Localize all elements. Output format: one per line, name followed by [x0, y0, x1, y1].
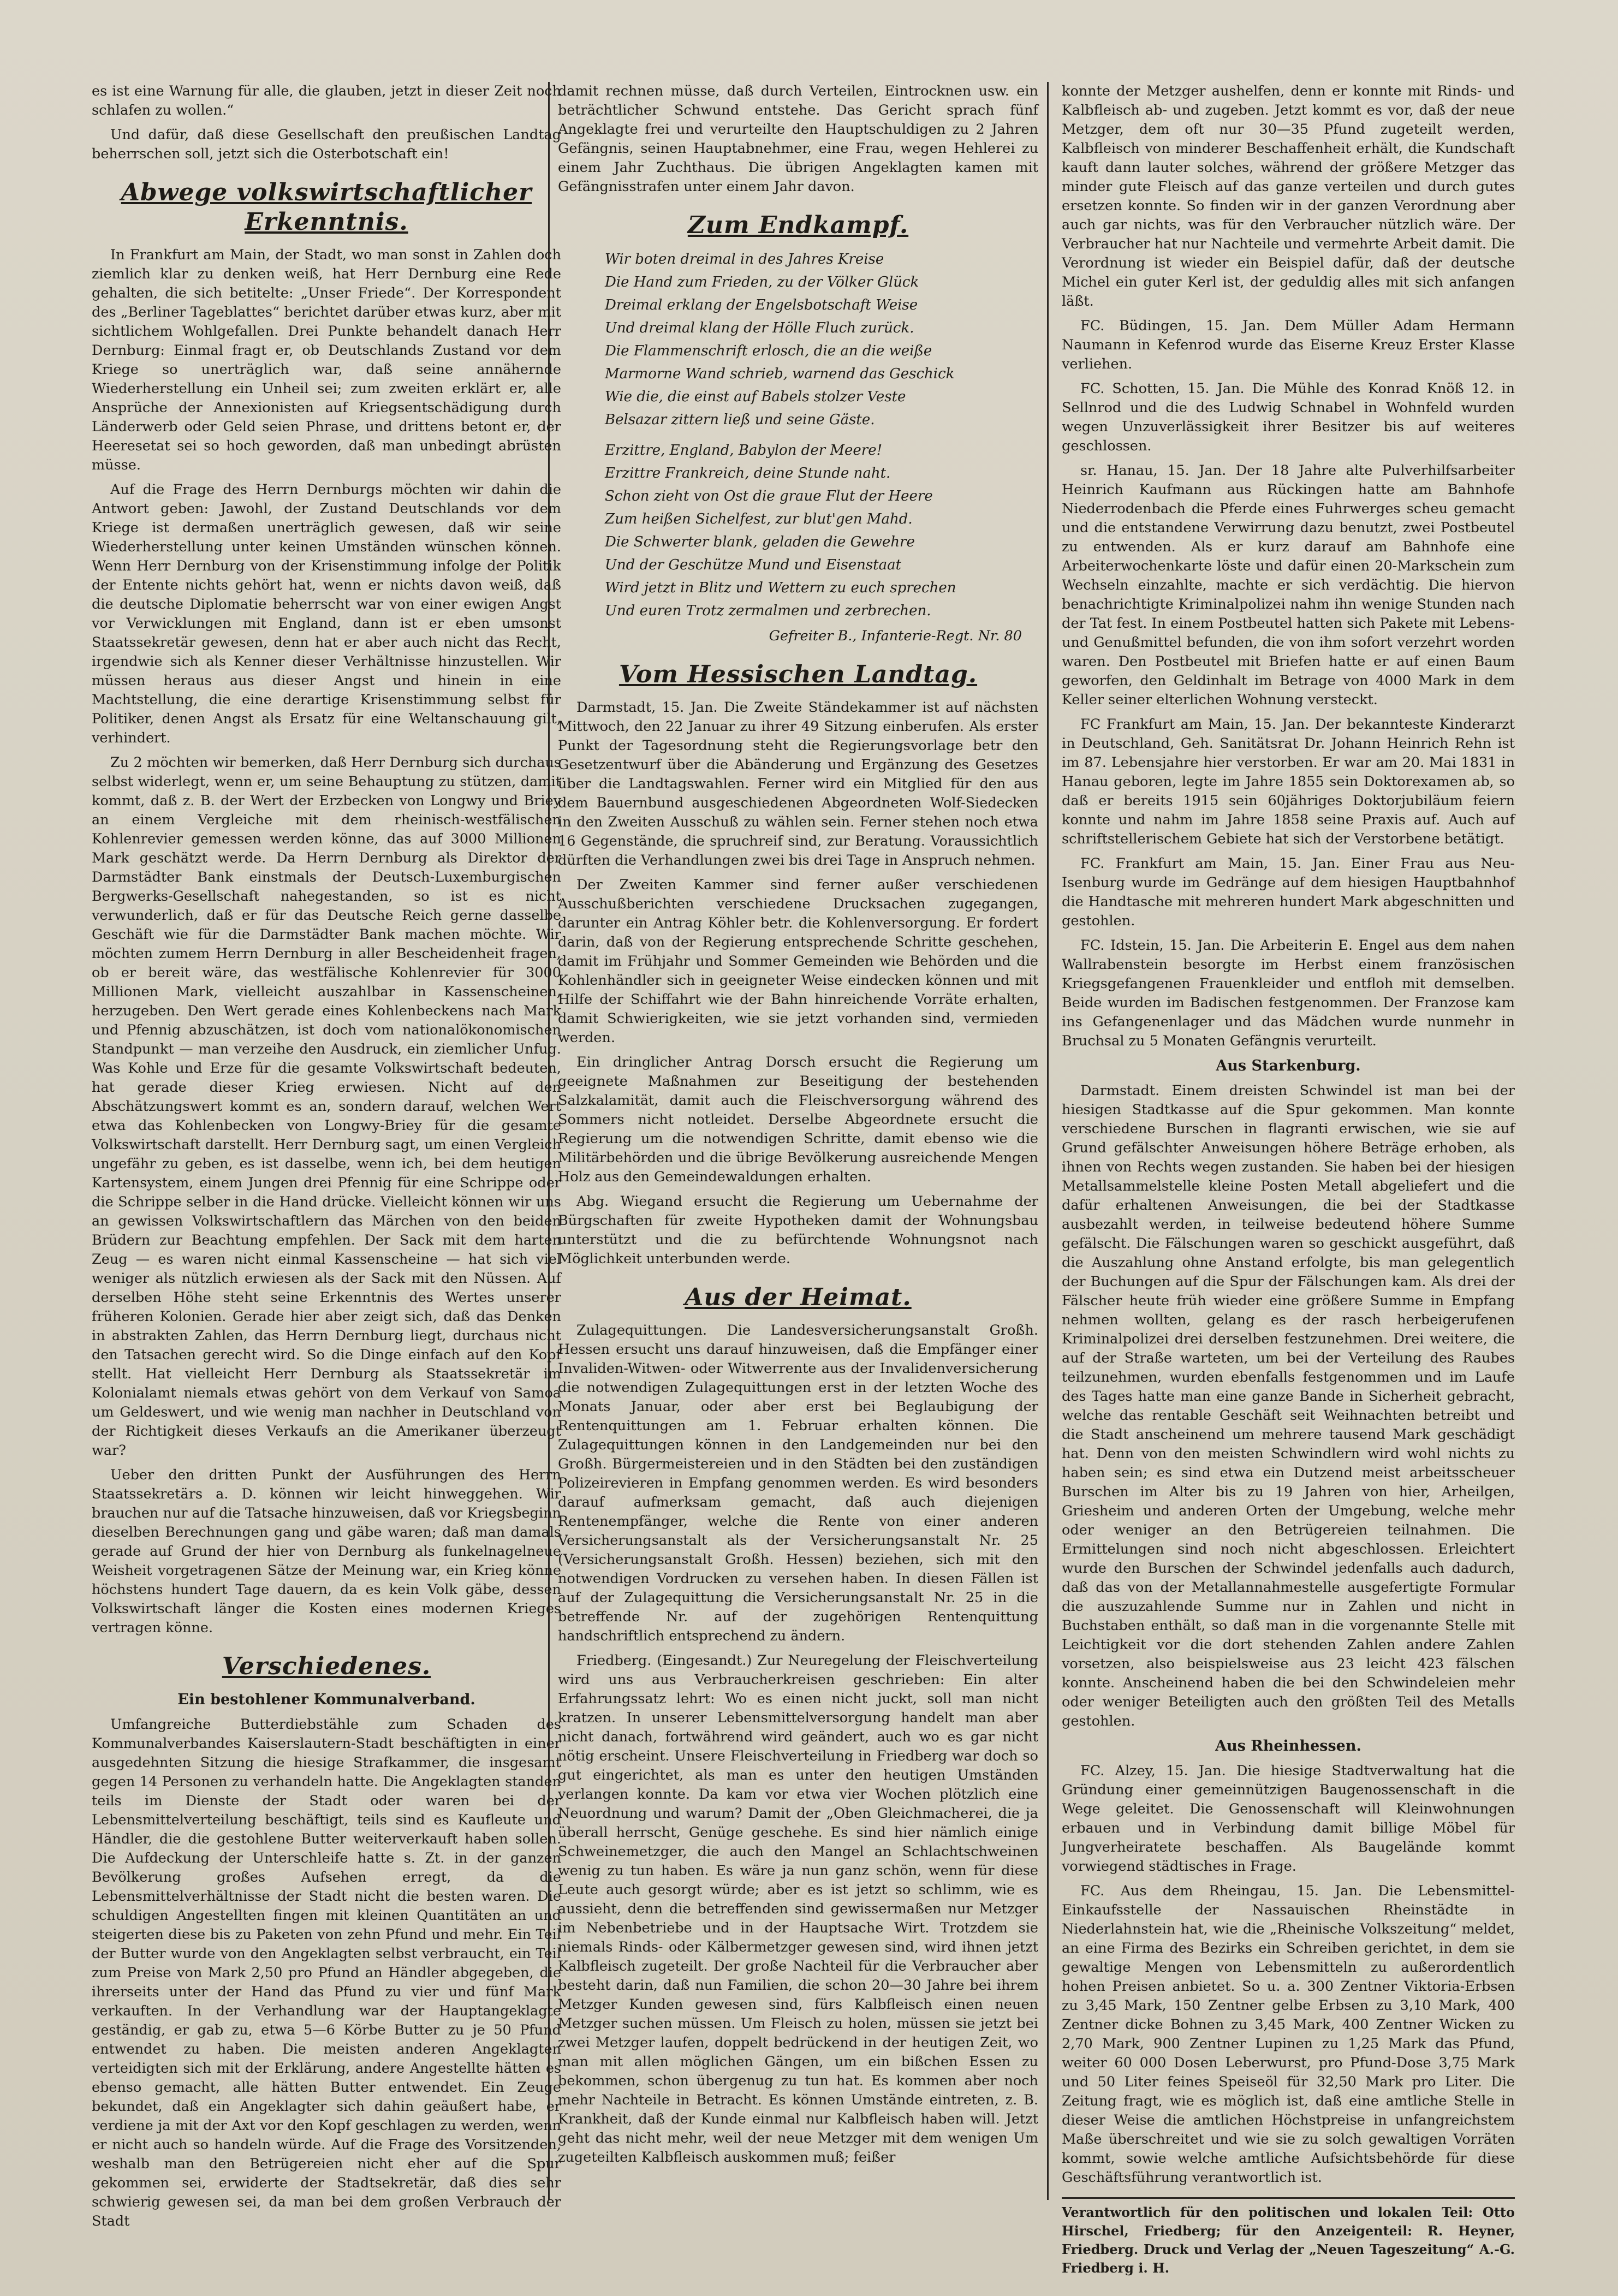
intro-paragraph-2: Und dafür, daß diese Gesellschaft den preußischen Landtag beherrschen soll, jetzt sich die Osterbotschaft ein! [92, 127, 561, 162]
poem-line: Erzittre Frankreich, deine Stunde naht. [605, 465, 891, 481]
column-1 [92, 82, 561, 2244]
news-item: FC. Schotten, 15. Jan. Die Mühle des Konrad Knöß 12. in Sellnrod und die des Ludwig Schnabel in Wohnfeld wurden wegen Unzuverlässigkeit ihrer Besitzer bis auf weiteres geschlossen. [1062, 380, 1515, 454]
article-paragraph: Zu 2 möchten wir bemerken, daß Herr Dernburg sich durchaus selbst widerlegt, wenn er, um seine Behauptung zu stützen, damit kommt, daß z. B. der Wert der Erzbecken von Longwy und Briey an einem Vergleiche mit dem rheinisch-westfälischen Kohlenrevier gemessen werden könne, das auf 3000 Millionen Mark geschätzt werde. Da Herrn Dernburg als Direktor der Darmstädter Bank einstmals der Deutsch-Luxemburgischen Bergwerks-Gesellschaft nahegestanden, so ist es nicht verwunderlich, daß er für das Deutsche Reich gerne dasselbe Geschäft wie für die Darmstädter Bank machen möchte. Wir möchten zumem Herrn Dernburg in aller Bescheidenheit fragen, ob er bereit wäre, das westfälische Kohlenrevier für 3000 Millionen Mark, vielleicht auszahlbar in Kassenscheinen, herzugeben. Den Wert gerade eines Kohlenbeckens nach Mark und Pfennig abzuschätzen, ist doch vom nationalökonomischen Standpunkt — man verzeihe den Ausdruck, ein ziemlicher Unfug. Was Kohle und Erze für die gesamte Volkswirtschaft bedeuten, hat gerade dieser Krieg erwiesen. Nicht auf den Abschätzungswert kommt es an, sondern darauf, welchen Wert etwa das Kohlenbecken von Longwy-Briey für die gesamte Volkswirtschaft darstellt. Herr Dernburg sagt, um einen Vergleich ungefähr zu geben, es ist dasselbe, wenn ich, bei dem heutigen Kartensystem, einem Jungen drei Pfennig für eine Schrippe oder die Schrippe selber in die Hand drücke. Vielleicht können wir uns an gewissen Volkswirtschaftlern das Märchen von den beiden Brüdern zur Beachtung empfehlen. Der Sack mit dem harten Zeug — es waren nicht einmal Kassenscheine — hat sich viel weniger als nützlich erwiesen als der Sack mit den Nüssen. Auf derselben Höhe steht seine Erkenntnis des Wertes unserer früheren Kolonien. Gerade hier aber zeigt sich, daß das Denken in abstrakten Zahlen, das Herrn Dernburg liegt, durchaus nicht den Tatsachen gerecht wird. So die Dinge einfach auf den Kopf stellt. Hat vielleicht Herr Dernburg als Staatssekretär im Kolonialamt niemals etwas gehört von dem Verkauf von Samoa um Geldeswert, und wie wenig man nachher in Deutschland von der Richtigkeit dieses Verkaufs an die Amerikaner überzeugt war? [92, 754, 561, 1459]
article-heading-abwege: Abwege volkswirtschaftlicher Erkenntnis. [121, 179, 532, 236]
article-paragraph: Friedberg. (Eingesandt.) Zur Neuregelung der Fleischverteilung wird uns aus Verbraucherkreisen geschrieben: Ein alter Erfahrungssatz lehrt: Wo es einen nicht juckt, soll man nicht kratzen. In unserer Lebensmittelversorgung handelt man aber nicht danach, fortwährend wird geändert, auch wo es gar nicht nötig erscheint. Unsere Fleischverteilung in Friedberg war doch so gut eingerichtet, als man es unter den heutigen Umständen verlangen konnte. Da kam vor etwa vier Wochen plötzlich eine Neuordnung und warum? Damit der „Oben Gleichmacherei, die ja überall herrscht, Genüge geschehe. Es sind hier nämlich einige Schweinemetzger, die auch den Mangel an Schlachtschweinen wenig zu tun haben. Es wäre ja nun ganz schön, wenn für diese Leute auch gesorgt würde; aber es ist jetzt so schlimm, wie es aussieht, denn die betreffenden sind gewissermaßen nur Metzger im Nebenbetriebe und in der Hauptsache Wirt. Trotzdem sie niemals Rinds- oder Kälbermetzger gewesen sind, wird ihnen jetzt Kalbfleisch zugeteilt. Der große Nachteil für die Verbraucher aber besteht darin, daß nun Familien, die schon 20—30 Jahre bei ihrem Metzger Kunden gewesen sind, fürs Kalbfleisch einen neuen Metzger suchen müssen. Um Fleisch zu holen, müssen sie jetzt bei zwei Metzger laufen, doppelt bedrückend in der heutigen Zeit, wo man mit allen möglichen Gängen, um ein bißchen Essen zu bekommen, schon übergenug zu tun hat. Es kommen aber noch mehr Nachteile in Betracht. Es können Umstände eintreten, z. B. Krankheit, daß der Kunde einmal nur Kalbfleisch haben will. Jetzt geht das nicht mehr, weil der neue Metzger mit dem wenigen Um zugeteilten Kalbfleisch auskommen muß; feißer [558, 1652, 1038, 2166]
poem-stanza-1 [558, 249, 1038, 430]
intro-paragraph: es ist eine Warnung für alle, die glauben, jetzt in dieser Zeit noch schlafen zu wollen.“ [92, 83, 561, 118]
column-3 [1051, 82, 1515, 2276]
poem-stanza-2 [558, 440, 1038, 621]
poem-line: Wir boten dreimal in des Jahres Kreise [605, 251, 884, 267]
news-item: FC. Idstein, 15. Jan. Die Arbeiterin E. Engel aus dem nahen Wallrabenstein besorgte im Herbst einem französischen Kriegsgefangenen Frauenkleider und entfloh mit demselben. Beide wurden im Badischen festgenommen. Der Franzose kam ins Gefangenenlager und das Mädchen wurde nunmehr in Bruchsal zu 5 Monaten Gefängnis verurteilt. [1062, 937, 1515, 1049]
poem-line: Und dreimal klang der Hölle Fluch zurück. [605, 320, 914, 336]
poem-line: Dreimal erklang der Engelsbotschaft Weise [605, 297, 918, 313]
region-subheading-starkenburg: Aus Starkenburg. [1216, 1057, 1361, 1074]
article-paragraph: Auf die Frage des Herrn Dernburgs möchten wir dahin die Antwort geben: Jawohl, der Zustand Deutschlands vor dem Kriege ist dermaßen unerträglich gewesen, daß wir seine Wiederherstellung unter keinen Umständen wünschen können. Wenn Herr Dernburg von der Krisenstimmung infolge der Politik der Entente nichts gehört hat, wenn er nichts davon weiß, daß die deutsche Diplomatie beherrscht war von einer ewigen Angst vor Verwicklungen mit England, dann ist er eben umsonst Staatssekretär gewesen, denn hat er aber auch nicht das Recht, irgendwie sich als Kenner dieser Verhältnisse hinzustellen. Wir müssen heraus aus dieser Angst und hinein in eine Machtstellung, die eine derartige Krisenstimmung selbst für Politiker, denen Angst als Ersatz für eine Weltanschauung gilt, verhindert. [92, 481, 561, 746]
section-heading-heimat: Aus der Heimat. [685, 1283, 912, 1311]
region-subheading-rheinhessen: Aus Rheinhessen. [1215, 1738, 1361, 1754]
article-paragraph: Zulagequittungen. Die Landesversicherungsanstalt Großh. Hessen ersucht uns darauf hinzuweisen, daß die Empfänger einer Invaliden-Witwen- oder Witwerrente aus der Invalidenversicherung die notwendigen Zulagequittungen erst in der letzten Woche des Monats Januar, oder aber erst bei Beglaubigung der Rentenquittungen am 1. Februar erhalten können. Die Zulagequittungen können in den Landgemeinden nur bei den Großh. Bürgermeistereien und in den Städten bei den zuständigen Polizeirevieren in Empfang genommen werden. Es wird besonders darauf aufmerksam gemacht, daß auch diejenigen Rentenempfänger, welche die Rente von einer anderen Versicherungsanstalt als der Versicherungsanstalt Nr. 25 (Versicherungsanstalt Großh. Hessen) beziehen, sich mit den notwendigen Vordrucken zu versehen haben. In diesen Fällen ist auf der Zulagequittung die Versicherungsanstalt Nr. 25 in die betreffende Nr. auf der zugehörigen Rentenquittung handschriftlich entsprechend zu ändern. [558, 1322, 1038, 1644]
poem-line: Wie die, die einst auf Babels stolzer Veste [605, 389, 906, 405]
column-rule-right [1047, 82, 1049, 2200]
imprint-footer: Verantwortlich für den politischen und lokalen Teil: Otto Hirschel, Friedberg; für den Anzeigenteil: R. Heyner, Friedberg. Druck und Verlag der „Neuen Tageszeitung“ A.-G. Friedberg i. H. [1062, 2197, 1515, 2277]
article-paragraph: Abg. Wiegand ersucht die Regierung um Uebernahme der Bürgschaften für zweite Hypotheken damit der Wohnungsbau unterstützt und die zu befürchtende Wohnungsnot nach Möglichkeit unterbunden werde. [558, 1193, 1038, 1267]
poem-line: Die Flammenschrift erlosch, die an die weiße [605, 343, 932, 359]
news-item: Darmstadt. Einem dreisten Schwindel ist man bei der hiesigen Stadtkasse auf die Spur gekommen. Man konnte verschiedene Burschen in flagranti erwischen, wie sie auf Grund gefälschter Anweisungen höhere Beträge erhoben, als ihnen von Rechts wegen zustanden. Sie haben bei der hiesigen Metallsammelstelle kleine Posten Metall abgeliefert und die dafür erhaltenen Anweisungen, die bei der Stadtkasse ausbezahlt werden, in teilweise bedeutend höhere Summe gefälscht. Die Fälschungen waren so geschickt ausgeführt, daß die Auszahlung ohne Anstand erfolgte, bis man gelegentlich der Buchungen auf die Spur der Fälschungen kam. Als drei der Fälscher heute früh wieder eine größere Summe in Empfang nehmen wollten, gelang es der rasch herbeigerufenen Kriminalpolizei drei derselben festzunehmen. Drei weitere, die auf der Straße warteten, um bei der Verteilung des Raubes teilzunehmen, wurden ebenfalls festgenommen und im Laufe des Tages hatte man eine ganze Bande in Sicherheit gebracht, welche das rentable Geschäft seit Weihnachten betreibt und die Stadt anscheinend um mehrere tausend Mark geschädigt hat. Denn von den meisten Schwindlern wird wohl nichts zu haben sein; es sind etwa ein Dutzend meist arbeitsscheuer Burschen im Alter bis zu 19 Jahren von hier, Arheilgen, Griesheim und anderen Orten der Umgebung, welche mehr oder weniger an den Betrügereien teilnahmen. Die Ermittelungen sind noch nicht abgeschlossen. Erleichtert wurde den Burschen der Schwindel jedenfalls auch dadurch, daß das von der Metallannahmestelle ausgefertigte Formular die auszuzahlende Summe nur in Zahlen und nicht in Buchstaben enthält, so daß man in die vorgenannte Stelle mit Leichtigkeit vor die dort stehenden Zahlen andere Zahlen vorsetzen, also beispielsweise aus 23 leicht 423 fälschen konnte. Anscheinend haben die bei den Schwindeleien mehr oder weniger Beteiligten auch den größten Teil des Metalls gestohlen. [1062, 1082, 1515, 1729]
poem-line: Und der Geschütze Mund und Eisenstaat [605, 557, 902, 573]
article-paragraph: damit rechnen müsse, daß durch Verteilen, Eintrocknen usw. ein beträchtlicher Schwund entstehe. Das Gericht sprach fünf Angeklagte frei und verurteilte den Hauptschuldigen zu 2 Jahren Gefängnis, seinen Hauptabnehmer, eine Frau, wegen Hehlerei zu einem Jahr Zuchthaus. Die übrigen Angeklagten kamen mit Gefängnisstrafen unter einem Jahr davon. [558, 83, 1038, 195]
news-item: FC. Frankfurt am Main, 15. Jan. Einer Frau aus Neu-Isenburg wurde im Gedränge auf dem hiesigen Hauptbahnhof die Handtasche mit mehreren hundert Mark abgeschnitten und gestohlen. [1062, 855, 1515, 929]
news-item: FC Frankfurt am Main, 15. Jan. Der bekannteste Kinderarzt in Deutschland, Geh. Sanitätsrat Dr. Johann Heinrich Rehn ist im 87. Lebensjahre hier verstorben. Er war am 20. Mai 1831 in Hanau geboren, legte im Jahre 1855 sein Doktorexamen ab, so daß er bereits 1915 sein 60jähriges Doktorjubiläum feiern konnte und nahm im Jahre 1858 seine Praxis auf. Auch auf schriftstellerischem Gebiete hat sich der Verstorbene betätigt. [1062, 716, 1515, 847]
poem-line: Marmorne Wand schrieb, warnend das Geschick [605, 366, 955, 382]
section-heading-verschiedenes: Verschiedenes. [222, 1652, 431, 1680]
poem-line: Und euren Trotz zermalmen und zerbrechen. [605, 603, 931, 619]
article-paragraph: In Frankfurt am Main, der Stadt, wo man sonst in Zahlen doch ziemlich klar zu denken weiß, hat Herr Dernburg eine Rede gehalten, die sich betitelte: „Unser Friede“. Der Korrespondent des „Berliner Tageblattes“ berichtet darüber etwas kurz, aber mit sichtlichem Wohlgefallen. Drei Punkte behandelt danach Herr Dernburg: Einmal fragt er, ob Deutschlands Zustand vor dem Kriege so unerträglich war, daß seine annähernde Wiederherstellung ein Unheil sei; zum zweiten erklärt er, alle Ansprüche der Annexionisten auf Kriegsentschädigung durch Länderwerb oder Geld seien Phrase, und drittens betont er, der Heeresetat sei so hoch geworden, daß man unbedingt abrüsten müsse. [92, 247, 561, 473]
article-paragraph: Der Zweiten Kammer sind ferner außer verschiedenen Ausschußberichten verschiedene Drucksachen zugegangen, darunter ein Antrag Köhler betr. die Kohlenversorgung. Er fordert darin, daß von der Regierung entsprechende Schritte geschehen, damit im Frühjahr und Sommer Gemeinden wie Behörden und die Kohlenhändler sich in geeigneter Weise eindecken können und mit Hilfe der Schiffahrt wie der Bahn hinreichende Vorräte erhalten, damit Schwierigkeiten, wie sie jetzt vorhanden sind, vermieden werden. [558, 877, 1038, 1046]
article-paragraph: Umfangreiche Butterdiebstähle zum Schaden des Kommunalverbandes Kaiserslautern-Stadt beschäftigten in einer ausgedehnten Sitzung die hiesige Strafkammer, die insgesamt gegen 14 Personen zu verhandeln hatte. Die Angeklagten standen teils im Dienste der Stadt oder waren bei der Lebensmittelverteilung beschäftigt, teils sind es Kaufleute und Händler, die die gestohlene Butter weiterverkauft haben sollen. Die Aufdeckung der Unterschleife hatte s. Zt. in der ganzen Bevölkerung großes Aufsehen erregt, da die Lebensmittelverhältnisse der Stadt nicht die besten waren. Die schuldigen Angestellten fingen mit kleinen Quantitäten an und steigerten diese bis zu Paketen von zehn Pfund und mehr. Ein Teil der Butter wurde von den Angeklagten selbst verbraucht, ein Teil zum Preise von Mark 2,50 pro Pfund an Händler abgegeben, die ihrerseits unter der Hand das Pfund zu vier und fünf Mark verkauften. In der Verhandlung war der Hauptangeklagte geständig, er gab zu, etwa 5—6 Körbe Butter zu je 50 Pfund entwendet zu haben. Die meisten anderen Angeklagten verteidigten sich mit der Erklärung, andere Angestellte hätten es ebenso gemacht, alle hätten Butter entwendet. Ein Zeuge bekundet, daß ein Angeklagter sich dahin geäußert habe, er verdiene ja mit der Axt vor den Kopf geschlagen zu werden, wenn er nicht auch so handeln würde. Auf die Frage des Vorsitzenden, weshalb man den Betrügereien nicht eher auf die Spur gekommen sei, erwiderte der Stadtsekretär, daß dies sehr schwierig gewesen sei, da man bei dem großen Verbrauch der Stadt [92, 1716, 561, 2229]
poem-title: Zum Endkampf. [687, 211, 909, 239]
poem-line: Die Hand zum Frieden, zu der Völker Glück [605, 274, 919, 290]
news-item: FC. Aus dem Rheingau, 15. Jan. Die Lebensmittel-Einkaufsstelle der Nassauischen Rheinstädte in Niederlahnstein hat, wie die „Rheinische Volkszeitung“ meldet, an eine Firma des Bezirks ein Schreiben gerichtet, in dem sie gewaltige Mengen von Lebensmitteln zu außerordentlich hohen Preisen anbietet. So u. a. 300 Zentner Viktoria-Erbsen zu 3,45 Mark, 150 Zentner gelbe Erbsen zu 3,10 Mark, 400 Zentner dicke Bohnen zu 3,45 Mark, 400 Zentner Wicken zu 2,70 Mark, 900 Zentner Lupinen zu 1,25 Mark das Pfund, weiter 60 000 Dosen Leberwurst, pro Pfund-Dose 3,75 Mark und 50 Liter feines Speiseöl für 32,50 Mark pro Liter. Die Zeitung fragt, wie es möglich ist, daß eine amtliche Stelle in dieser Weise die amtlichen Höchstpreise in unfangreichstem Maße überschreitet und wie sie zu solch gewaltigen Vorräten kommt, sowie welche amtliche Aufsichtsbehörde für diese Geschäftsführung verantwortlich ist. [1062, 1883, 1515, 2186]
news-item: FC. Alzey, 15. Jan. Die hiesige Stadtverwaltung hat die Gründung einer gemeinnützigen Baugenossenschaft in die Wege geleitet. Die Genossenschaft will Kleinwohnungen erbauen und in Verbindung damit billige Möbel für Jungverheiratete beschaffen. Als Baugelände kommt vorwiegend städtisches in Frage. [1062, 1763, 1515, 1875]
poem-line: Wird jetzt in Blitz und Wettern zu euch sprechen [605, 580, 956, 596]
poem-line: Belsazar zittern ließ und seine Gäste. [605, 412, 875, 428]
column-2 [546, 82, 1038, 2244]
news-item: sr. Hanau, 15. Jan. Der 18 Jahre alte Pulverhilfsarbeiter Heinrich Kaufmann aus Rückingen hatte am Bahnhofe Niederrodenbach die Pferde eines Fuhrwerges scheu gemacht und die entstandene Verwirrung dazu benutzt, zwei Postbeutel zu entwenden. Als er kurz darauf am Bahnhofe eine Arbeiterwochenkarte löste und dafür einen 20-Markschein zum Wechseln einzahlte, machte er sich verdächtig. Die hiervon benachrichtigte Kriminalpolizei nahm ihn wenige Stunden nach der Tat fest. In einem Postbeutel hatten sich Pakete mit Lebens- und Genußmittel befunden, die von ihm sofort verzehrt worden waren. Den Postbeutel mit Briefen hatte er auf einen Baum geworfen, den Geldinhalt im Betrage von 4000 Mark in dem Keller seiner elterlichen Wohnung versteckt. [1062, 462, 1515, 708]
news-item: FC. Büdingen, 15. Jan. Dem Müller Adam Hermann Naumann in Kefenrod wurde das Eiserne Kreuz Erster Klasse verliehen. [1062, 318, 1515, 372]
poem-signature: Gefreiter B., Infanterie-Regt. Nr. 80 [769, 628, 1022, 644]
article-paragraph: konnte der Metzger aushelfen, denn er konnte mit Rinds- und Kalbfleisch ab- und zugeben. Jetzt kommt es vor, daß der neue Metzger, dem oft nur 30—35 Pfund zugeteilt werden, Kalbfleisch von minderer Beschaffenheit erhält, die Kundschaft kauft dann lauter solches, während der größere Metzger das minder gute Fleisch auf das ganze verteilen und durch gutes ersetzen konnte. So finden wir in der ganzen Verordnung aber auch gar nichts, was für den Verbraucher nützlich wäre. Der Verbraucher hat nur Nachteile und vermehrte Arbeit damit. Die Verordnung ist wieder ein Beispiel dafür, daß der deutsche Michel ein guter Kerl ist, der geduldig alles mit sich anfangen läßt. [1062, 83, 1515, 310]
poem-line: Erzittre, England, Babylon der Meere! [605, 442, 883, 459]
article-subheading: Ein bestohlener Kommunalverband. [177, 1691, 475, 1708]
article-paragraph: Ueber den dritten Punkt der Ausführungen des Herrn Staatssekretärs a. D. können wir leicht hinweggehen. Wir brauchen nur auf die Tatsache hinzuweisen, daß vor Kriegsbeginn dieselben Berechnungen gang und gäbe waren; daß man damals gerade auf Grund der hier von Dernburg als funkelnagelneue Weisheit vorgetragenen Sätze der Meinung war, ein Krieg könne höchstens hundert Tage dauern, da es kein Volk gäbe, dessen Volkswirtschaft länger die Kosten eines modernen Krieges vertragen könne. [92, 1467, 561, 1636]
article-paragraph: Darmstadt, 15. Jan. Die Zweite Ständekammer ist auf nächsten Mittwoch, den 22 Januar zu ihrer 49 Sitzung einberufen. Als erster Punkt der Tagesordnung steht die Regierungsvorlage betr den Gesetzentwurf über die Abänderung und Ergänzung des Gesetzes über die Landtagswahlen. Ferner wird ein Mitglied für den aus dem Bauernbund ausgeschiedenen Abgeordneten Wolf-Siedecken in den Zweiten Ausschuß zu wählen sein. Ferner stehen noch etwa 16 Gegenstände, die spruchreif sind, zur Beratung. Voraussichtlich dürften die Verhandlungen zwei bis drei Tage in Anspruch nehmen. [558, 699, 1038, 869]
poem-line: Schon zieht von Ost die graue Flut der Heere [605, 488, 933, 504]
article-paragraph: Ein dringlicher Antrag Dorsch ersucht die Regierung um geeignete Maßnahmen zur Beseitigung der bestehenden Salzkalamität, damit auch die Fleischversorgung während des Sommers nicht notleidet. Derselbe Abgeordnete ersucht die Regierung um die notwendigen Schritte, damit ebenso wie die Militärbehörden und die übrige Bevölkerung ausreichende Mengen Holz aus den Gemeindewaldungen erhalten. [558, 1054, 1038, 1185]
poem-line: Zum heißen Sichelfest, zur blut'gen Mahd. [605, 511, 913, 527]
poem-line: Die Schwerter blank, geladen die Gewehre [605, 534, 915, 550]
article-heading-landtag: Vom Hessischen Landtag. [618, 661, 978, 688]
